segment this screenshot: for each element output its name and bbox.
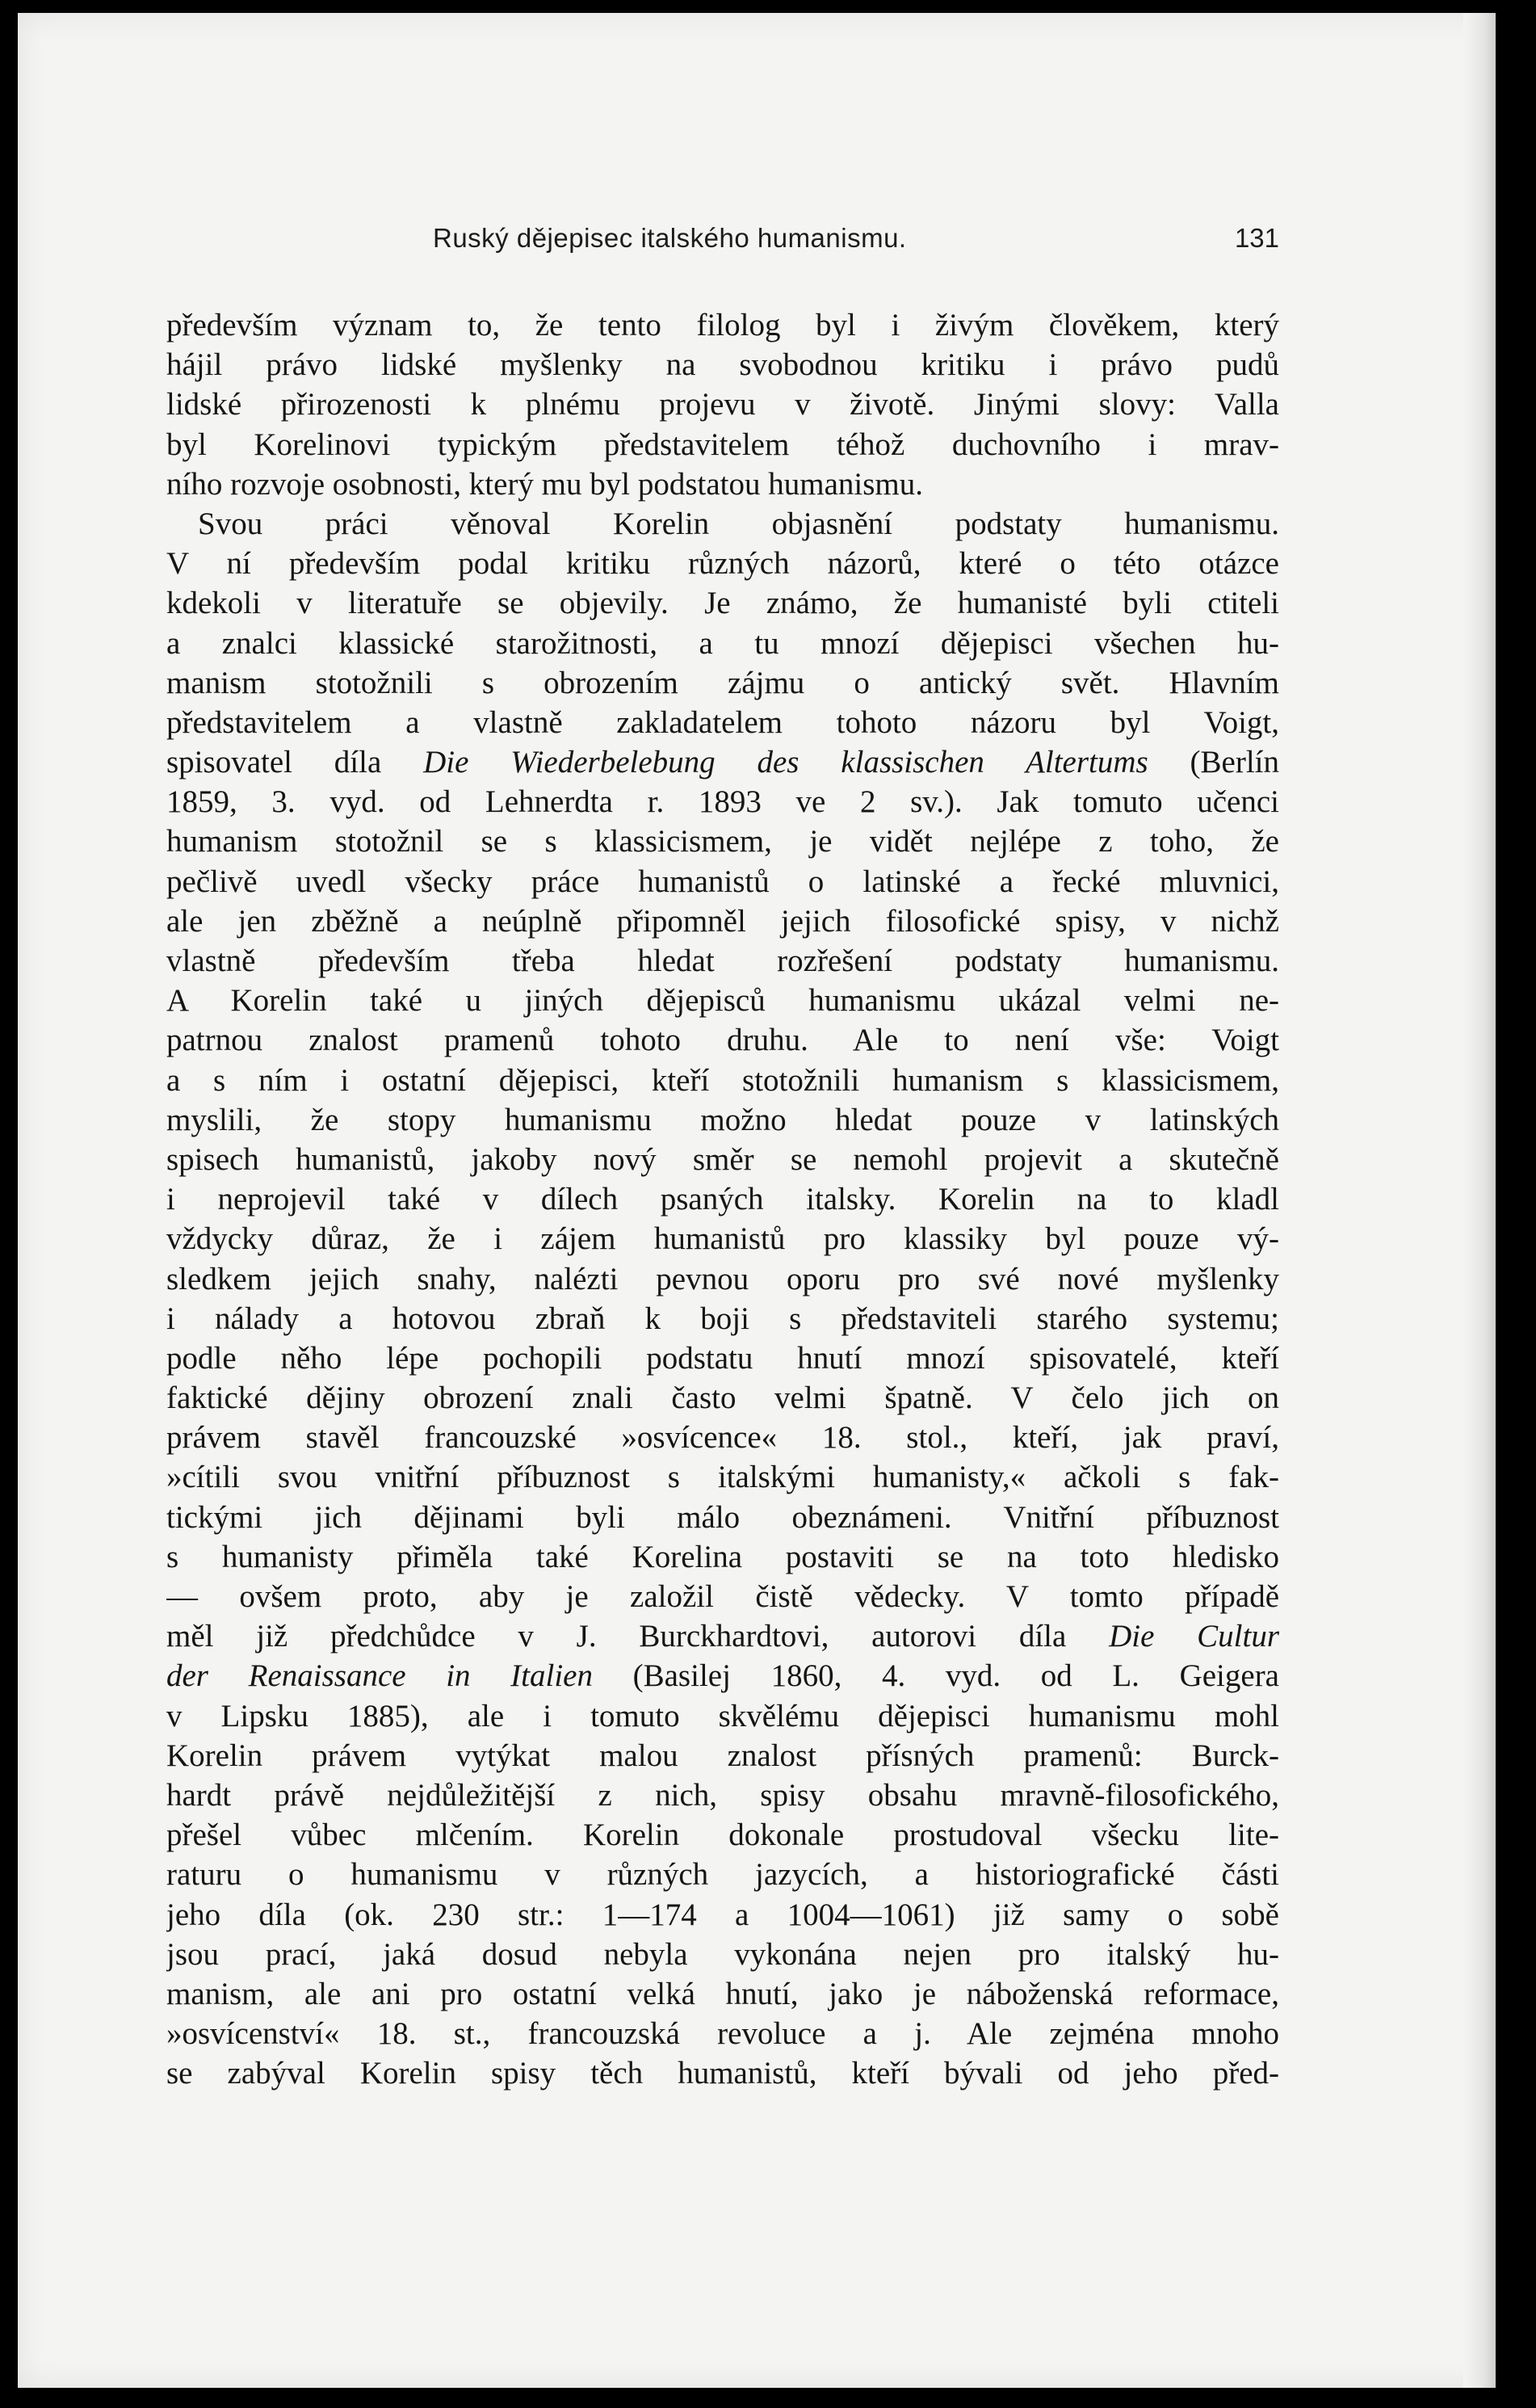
text-segment: právem stavěl francouzské »osvícence« 18. stol., kteří, jak praví,	[166, 1420, 1279, 1456]
text-line	[166, 822, 1279, 861]
text-line	[166, 1935, 1279, 1974]
text-segment: i nálady a hotovou zbraň k boji s představiteli starého systemu;	[166, 1301, 1279, 1336]
text-segment: Korelin právem vytýkat malou znalost přísných pramenů: Burck-	[166, 1738, 1279, 1773]
text-line	[166, 1378, 1279, 1418]
text-segment: raturu o humanismu v různých jazycích, a historiografické části	[166, 1857, 1279, 1893]
text-segment: A Korelin také u jiných dějepisců humanismu ukázal velmi ne-	[166, 983, 1279, 1019]
text-line	[166, 1696, 1279, 1736]
text-segment: spisovatel díla	[166, 745, 424, 780]
text-line	[166, 2014, 1279, 2053]
text-segment: a znalci klassické starožitnosti, a tu mnozí dějepisci všechen hu-	[166, 625, 1279, 661]
text-line	[166, 941, 1279, 981]
text-line	[166, 1776, 1279, 1815]
text-segment: v Lipsku 1885), ale i tomuto skvělému dějepisci humanismu mohl	[166, 1698, 1279, 1734]
text-segment: hájil právo lidské myšlenky na svobodnou kritiku i právo pudů	[166, 347, 1279, 383]
text-segment: myslili, že stopy humanismu možno hledat pouze v latinských	[166, 1102, 1279, 1137]
text-line	[166, 1338, 1279, 1378]
text-line	[166, 1299, 1279, 1338]
text-segment: pečlivě uvedl všecky práce humanistů o latinské a řecké mluvnici,	[166, 864, 1279, 899]
text-line	[166, 1895, 1279, 1935]
text-segment: V ní především podal kritiku různých názorů, které o této otázce	[166, 546, 1279, 582]
text-line	[166, 1259, 1279, 1299]
text-line	[166, 1616, 1279, 1656]
text-line	[166, 1020, 1279, 1060]
text-segment: spisech humanistů, jakoby nový směr se nemohl projevit a skutečně	[166, 1141, 1279, 1177]
body-text	[166, 305, 1279, 2093]
text-segment: s humanisty přiměla také Korelina postaviti se na toto hledisko	[166, 1539, 1279, 1574]
text-segment: faktické dějiny obrození znali často velmi špatně. V čelo jich on	[166, 1381, 1279, 1416]
italic-title: der Renaissance in Italien	[166, 1658, 593, 1694]
italic-title: Die Wiederbelebung des klassischen Altertums	[423, 745, 1148, 780]
text-segment: »cítili svou vnitřní příbuznost s italskými humanisty,« ačkoli s fak-	[166, 1460, 1279, 1495]
text-line	[166, 1140, 1279, 1179]
text-line	[166, 1179, 1279, 1219]
text-segment: manism, ale ani pro ostatní velká hnutí, jako je náboženská reformace,	[166, 1976, 1279, 2011]
text-line	[166, 782, 1279, 822]
text-segment: přešel vůbec mlčením. Korelin dokonale prostudoval všecku lite-	[166, 1818, 1279, 1853]
text-segment: i neprojevil také v dílech psaných italsky. Korelin na to kladl	[166, 1182, 1279, 1217]
text-line	[166, 624, 1279, 663]
text-segment: Svou práci věnoval Korelin objasnění podstaty humanismu.	[166, 506, 1279, 541]
text-line	[166, 1219, 1279, 1259]
text-segment: byl Korelinovi typickým představitelem téhož duchovního i mrav-	[166, 427, 1279, 462]
page-number: 131	[1234, 223, 1279, 253]
text-line	[166, 742, 1279, 782]
text-line	[166, 703, 1279, 742]
text-segment: ale jen zběžně a neúplně připomněl jejich filosofické spisy, v nichž	[166, 903, 1279, 939]
text-segment: tickými jich dějinami byli málo obeznámeni. Vnitřní příbuznost	[166, 1499, 1279, 1535]
text-line	[166, 544, 1279, 583]
text-segment: (Berlín	[1148, 745, 1279, 780]
text-line	[166, 981, 1279, 1020]
text-segment: patrnou znalost pramenů tohoto druhu. Ale to není vše: Voigt	[166, 1023, 1279, 1058]
text-line	[166, 1061, 1279, 1100]
text-line	[166, 1855, 1279, 1894]
page-header	[166, 223, 1279, 263]
text-line	[166, 583, 1279, 623]
text-line	[166, 385, 1279, 424]
text-line	[166, 2053, 1279, 2093]
text-line	[166, 464, 1279, 504]
text-line	[166, 1736, 1279, 1776]
text-segment: především význam to, že tento filolog byl i živým člověkem, který	[166, 308, 1279, 342]
text-line	[166, 504, 1279, 544]
text-segment: jsou prací, jaká dosud nebyla vykonána nejen pro italský hu-	[166, 1936, 1279, 1972]
text-segment: 1859, 3. vyd. od Lehnerdta r. 1893 ve 2 sv.). Jak tomuto učenci	[166, 784, 1279, 820]
text-segment: manism stotožnili s obrozením zájmu o antický svět. Hlavním	[166, 665, 1279, 700]
text-segment: ního rozvoje osobnosti, který mu byl podstatou humanismu.	[166, 466, 924, 502]
text-segment: vlastně především třeba hledat rozřešení podstaty humanismu.	[166, 943, 1279, 978]
text-line	[166, 1498, 1279, 1537]
text-line	[166, 663, 1279, 703]
text-line	[166, 1418, 1279, 1457]
text-segment: (Basilej 1860, 4. vyd. od L. Geigera	[592, 1658, 1279, 1694]
text-segment: humanism stotožnil se s klassicismem, je vidět nejlépe z toho, že	[166, 824, 1279, 859]
text-segment: »osvícenství« 18. st., francouzská revoluce a j. Ale zejména mnoho	[166, 2016, 1279, 2052]
text-segment: — ovšem proto, aby je založil čistě vědecky. V tomto případě	[166, 1579, 1279, 1614]
text-line	[166, 425, 1279, 464]
text-line	[166, 1457, 1279, 1497]
text-line	[166, 1577, 1279, 1616]
running-title: Ruský dějepisec italského humanismu.	[433, 223, 907, 253]
italic-title: Die Cultur	[1109, 1619, 1279, 1654]
text-segment: měl již předchůdce v J. Burckhardtovi, autorovi díla	[166, 1619, 1110, 1654]
text-segment: kdekoli v literatuře se objevily. Je známo, že humanisté byli ctiteli	[166, 586, 1279, 621]
text-line	[166, 1100, 1279, 1140]
text-segment: hardt právě nejdůležitější z nich, spisy obsahu mravně-filosofického,	[166, 1777, 1279, 1813]
text-line	[166, 1974, 1279, 2014]
text-segment: lidské přirozenosti k plnému projevu v životě. Jinými slovy: Valla	[166, 387, 1279, 422]
text-line	[166, 901, 1279, 941]
text-line	[166, 305, 1279, 345]
text-line	[166, 345, 1279, 385]
text-segment: jeho díla (ok. 230 str.: 1—174 a 1004—1061) již samy o sobě	[166, 1897, 1279, 1932]
text-line	[166, 1656, 1279, 1696]
text-segment: a s ním i ostatní dějepisci, kteří stotožnili humanism s klassicismem,	[166, 1062, 1279, 1098]
text-line	[166, 1537, 1279, 1577]
text-segment: podle něho lépe pochopili podstatu hnutí mnozí spisovatelé, kteří	[166, 1340, 1279, 1376]
text-segment: se zabýval Korelin spisy těch humanistů, kteří bývali od jeho před-	[166, 2056, 1279, 2091]
text-segment: představitelem a vlastně zakladatelem tohoto názoru byl Voigt,	[166, 704, 1279, 740]
text-segment: sledkem jejich snahy, nalézti pevnou oporu pro své nové myšlenky	[166, 1261, 1279, 1296]
page-edge-shadow	[1463, 13, 1496, 2388]
text-segment: vždycky důraz, že i zájem humanistů pro klassiky byl pouze vý-	[166, 1221, 1279, 1257]
text-line	[166, 1815, 1279, 1855]
text-line	[166, 862, 1279, 901]
